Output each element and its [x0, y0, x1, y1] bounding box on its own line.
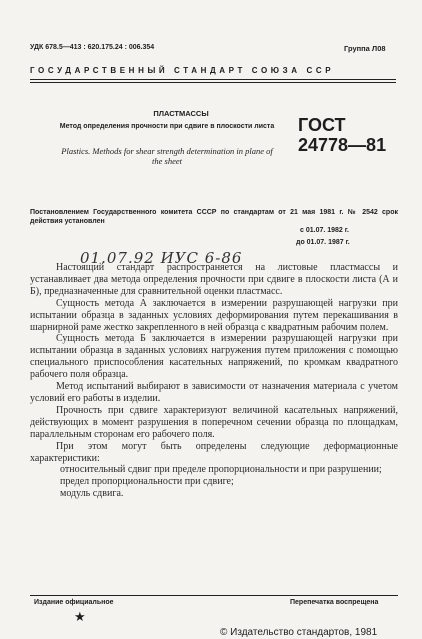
body-text: [30, 262, 398, 500]
paragraph: Настоящий стандарт распространяется на листовые пластмассы и устанавливает два метода определения прочности при сдвиге в плоскости листа (А и Б), предназначенные для сравнительной оценки пластмасс.: [30, 262, 398, 297]
paragraph: Сущность метода Б заключается в измерении разрушающей нагрузки при испытании образца в заданных условиях нагружения путем приложения с помощью специального приспособления касательных напряжений, по кромкам квадратного рабочего поля образца.: [30, 333, 398, 381]
paragraph: При этом могут быть определены следующие деформационные характеристики:: [30, 440, 398, 464]
validity-from: с 01.07. 1982 г.: [300, 227, 349, 234]
official-edition-label: Издание официальное: [34, 599, 114, 606]
paragraph: Прочность при сдвиге характеризуют величиной касательных напряжений, действующих в момент разрушения в поперечном сечении образца по площадкам, параллельным сторонам его рабочего поля.: [30, 404, 398, 440]
document-title: ПЛАСТМАССЫ: [153, 109, 209, 118]
paragraph: Метод испытаний выбирают в зависимости от назначения материала с учетом условий его работы в изделии.: [30, 381, 398, 404]
group-code: Группа Л08: [344, 44, 386, 53]
list-item: относительный сдвиг при пределе пропорциональности и при разрушении;: [60, 464, 382, 476]
document-subtitle-ru: Метод определения прочности при сдвиге в плоскости листа: [59, 123, 275, 130]
decree-text: Постановлением Государственного комитета СССР по стандартам от 21 мая 1981 г. № 2542 срок действия установлен: [30, 209, 398, 225]
star-icon: ★: [74, 609, 86, 624]
list-item: предел пропорциональности при сдвиге;: [60, 476, 234, 488]
list-item: модуль сдвига.: [60, 488, 124, 500]
validity-to: до 01.07. 1987 г.: [296, 239, 350, 246]
handwritten-note: 01.07.92 ИУС 6-86: [80, 249, 243, 267]
header-rule-bottom: [30, 82, 396, 83]
organization-header: ГОСУДАРСТВЕННЫЙ СТАНДАРТ СОЮЗА ССР: [30, 66, 335, 75]
header-rule-top: [30, 79, 396, 80]
document-subtitle-en: Plastics. Methods for shear strength determination in plane of the sheet: [61, 146, 273, 166]
paragraph: Сущность метода А заключается в измерении разрушающей нагрузки при испытании образца в заданных условиях деформирования путем перекашивания в шарнирной раме жестко закрепленного в ней образца с квадратным рабочим полем.: [30, 297, 398, 333]
footer-rule: [30, 595, 398, 596]
udk-code: УДК 678.5—413 : 620.175.24 : 006.354: [30, 44, 155, 51]
standard-number: ГОСТ 24778—81: [298, 115, 387, 155]
reprint-prohibited-label: Перепечатка воспрещена: [290, 599, 379, 606]
copyright: © Издательство стандартов, 1981: [220, 627, 378, 638]
